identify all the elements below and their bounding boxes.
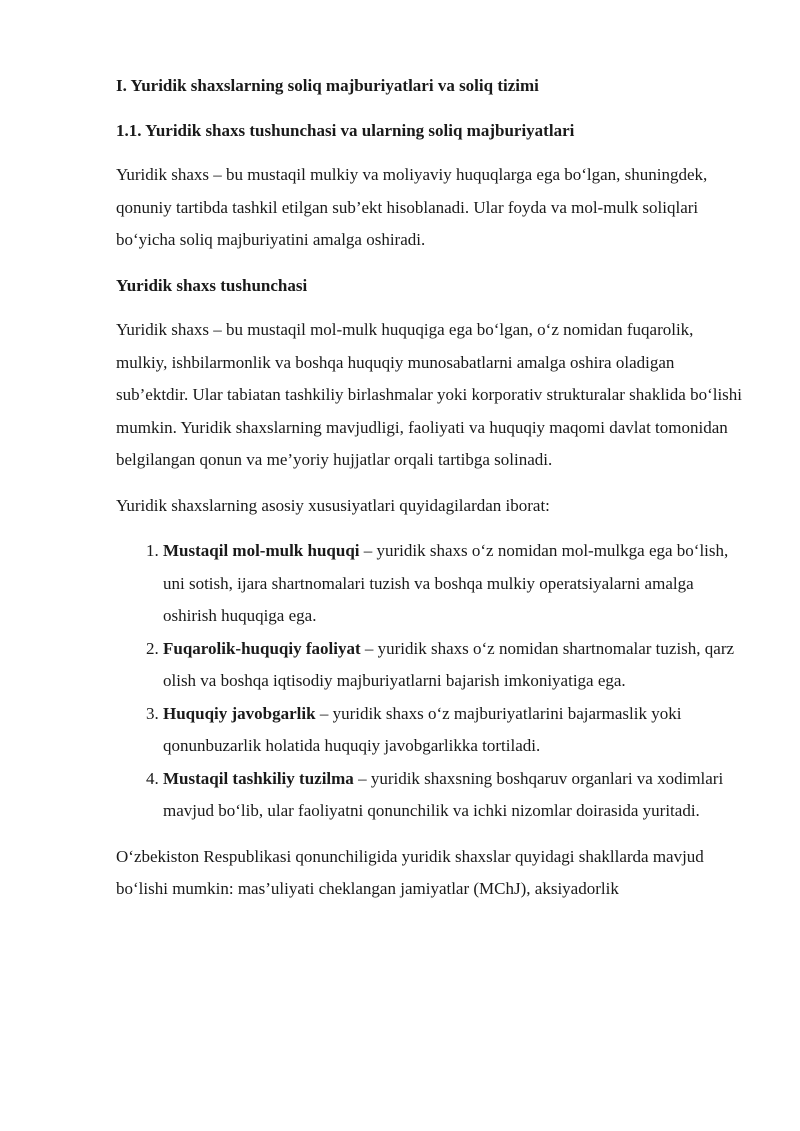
document-page bbox=[116, 70, 746, 919]
feature-text: – yuridik shaxs o‘z majburiyatlarini bajarmaslik yoki qonunbuzarlik holatida huquqiy javobgarlikka tortiladi. bbox=[163, 703, 682, 755]
features-list bbox=[116, 535, 746, 828]
intro-paragraph: Yuridik shaxs – bu mustaqil mulkiy va moliyaviy huquqlarga ega bo‘lgan, shuningdek, qonuniy tartibda tashkil etilgan sub’ekt hisoblanadi. Ular foyda va mol-mulk soliqlari bo‘yicha soliq majburiyatini amalga oshiradi. bbox=[116, 165, 708, 249]
list-item bbox=[163, 633, 746, 698]
list-item bbox=[163, 698, 746, 763]
feature-text: – yuridik shaxs o‘z nomidan mol-mulkga ega bo‘lish, uni sotish, ijara shartnomalari tuzish va boshqa mulkiy operatsiyalarni amalga oshirish huquqiga ega. bbox=[163, 541, 729, 625]
feature-term: Mustaqil mol-mulk huquqi bbox=[163, 541, 360, 560]
feature-term: Mustaqil tashkiliy tuzilma bbox=[163, 768, 354, 788]
feature-text: – yuridik shaxs o‘z nomidan shartnomalar tuzish, qarz olish va boshqa iqtisodiy majburiyatlarni bajarish imkoniyatiga ega. bbox=[163, 638, 735, 690]
feature-term: Fuqarolik-huquqiy faoliyat bbox=[163, 638, 361, 658]
list-item bbox=[163, 763, 746, 828]
main-heading: I. Yuridik shaxslarning soliq majburiyatlari va soliq tizimi bbox=[116, 76, 539, 95]
section-heading: 1.1. Yuridik shaxs tushunchasi va ularning soliq majburiyatlari bbox=[116, 120, 575, 140]
list-item bbox=[163, 535, 746, 633]
legal-forms-paragraph: O‘zbekiston Respublikasi qonunchiligida yuridik shaxslar quyidagi shakllarda mavjud bo‘lishi mumkin: mas’uliyati cheklangan jamiyatlar (MChJ), aksiyadorlik bbox=[116, 846, 704, 898]
concept-heading: Yuridik shaxs tushunchasi bbox=[116, 275, 308, 295]
features-intro: Yuridik shaxslarning asosiy xususiyatlari quyidagilardan iborat: bbox=[116, 495, 550, 515]
concept-paragraph: Yuridik shaxs – bu mustaqil mol-mulk huquqiga ega bo‘lgan, o‘z nomidan fuqarolik, mulkiy, ishbilarmonlik va boshqa huquqiy munosabatlarni amalga oshira oladigan sub’ektdir. Ular tabiatan tashkiliy birlashmalar yoki korporativ strukturalar shaklida bo‘lishi mumkin. Yuridik shaxslarning mavjudligi, faoliyati va huquqiy maqomi davlat tomonidan belgilangan qonun va me’yoriy hujjatlar orqali tartibga solinadi. bbox=[116, 320, 743, 469]
feature-term: Huquqiy javobgarlik bbox=[163, 703, 316, 723]
feature-text: – yuridik shaxsning boshqaruv organlari va xodimlari mavjud bo‘lib, ular faoliyatni qonunchilik va ichki nizomlar doirasida yuritadi. bbox=[163, 768, 724, 820]
